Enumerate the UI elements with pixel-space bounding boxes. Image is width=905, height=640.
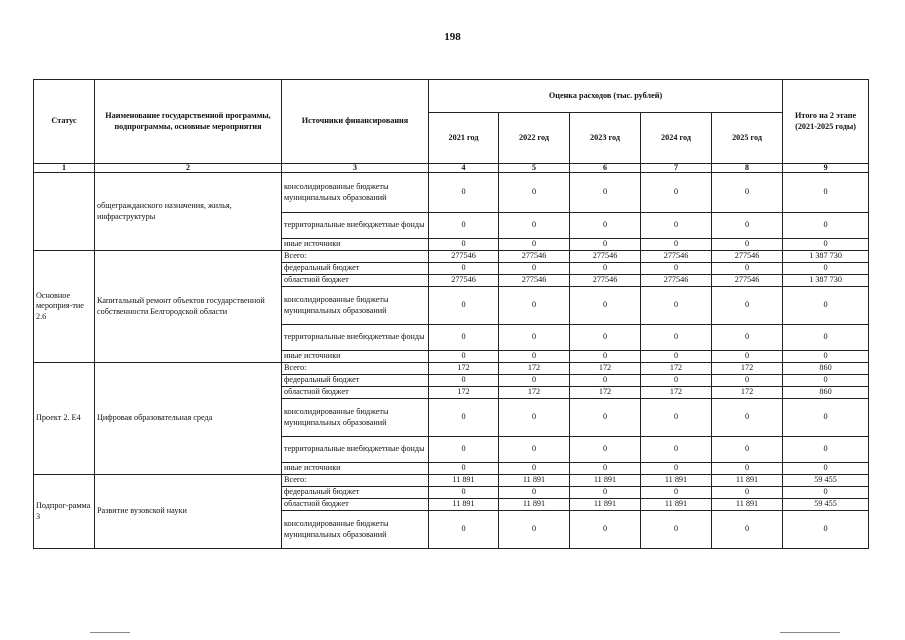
year-value: 0 (499, 263, 570, 275)
year-value: 0 (712, 437, 783, 463)
funding-source: иные источники (282, 239, 429, 251)
year-value: 0 (429, 239, 499, 251)
year-value: 172 (641, 387, 712, 399)
total-value: 0 (783, 399, 869, 437)
year-value: 277546 (499, 251, 570, 263)
year-value: 0 (429, 325, 499, 351)
year-value: 0 (499, 463, 570, 475)
column-number: 7 (641, 164, 712, 173)
page-edge-mark (780, 632, 840, 633)
year-value: 0 (570, 351, 641, 363)
year-value: 0 (570, 239, 641, 251)
header-status: Статус (34, 80, 95, 164)
year-value: 172 (570, 387, 641, 399)
table-row (34, 363, 869, 375)
year-value: 0 (570, 375, 641, 387)
year-value: 0 (712, 511, 783, 549)
year-value: 0 (429, 375, 499, 387)
year-value: 11 891 (641, 475, 712, 487)
funding-source: иные источники (282, 351, 429, 363)
year-value: 277546 (570, 251, 641, 263)
budget-table (33, 79, 869, 549)
year-value: 0 (641, 239, 712, 251)
year-value: 0 (570, 263, 641, 275)
year-value: 0 (712, 287, 783, 325)
year-value: 0 (570, 487, 641, 499)
year-value: 0 (429, 287, 499, 325)
header-estimate: Оценка расходов (тыс. рублей) (429, 80, 783, 113)
year-value: 0 (570, 325, 641, 351)
header-total: Итого на 2 этапе (2021-2025 годы) (783, 80, 869, 164)
year-value: 277546 (429, 251, 499, 263)
year-value: 172 (712, 363, 783, 375)
year-value: 11 891 (712, 499, 783, 511)
total-value: 59 455 (783, 499, 869, 511)
year-value: 172 (499, 363, 570, 375)
table-row (34, 251, 869, 263)
funding-source: консолидированные бюджеты муниципальных образований (282, 399, 429, 437)
header-year-2024: 2024 год (641, 113, 712, 164)
funding-source: областной бюджет (282, 275, 429, 287)
total-value: 0 (783, 213, 869, 239)
row-status: Основное мероприя-тие 2.6 (34, 251, 95, 363)
total-value: 0 (783, 239, 869, 251)
year-value: 0 (641, 511, 712, 549)
year-value: 172 (712, 387, 783, 399)
header-name: Наименование государственной программы, подпрограммы, основные мероприятия (95, 80, 282, 164)
funding-source: территориальные внебюджетные фонды (282, 213, 429, 239)
funding-source: территориальные внебюджетные фонды (282, 325, 429, 351)
total-value: 0 (783, 487, 869, 499)
year-value: 11 891 (429, 499, 499, 511)
funding-source: консолидированные бюджеты муниципальных образований (282, 511, 429, 549)
column-number: 1 (34, 164, 95, 173)
total-value: 860 (783, 363, 869, 375)
table-row (34, 475, 869, 487)
year-value: 0 (641, 375, 712, 387)
year-value: 172 (499, 387, 570, 399)
row-program-name: Капитальный ремонт объектов государственной собственности Белгородской области (95, 251, 282, 363)
year-value: 0 (641, 399, 712, 437)
total-value: 0 (783, 173, 869, 213)
year-value: 0 (712, 463, 783, 475)
year-value: 0 (570, 287, 641, 325)
total-value: 0 (783, 325, 869, 351)
year-value: 277546 (712, 251, 783, 263)
year-value: 0 (499, 511, 570, 549)
year-value: 11 891 (570, 475, 641, 487)
funding-source: территориальные внебюджетные фонды (282, 437, 429, 463)
column-number-row (34, 164, 869, 173)
total-value: 0 (783, 437, 869, 463)
page-edge-mark (90, 632, 130, 633)
total-value: 1 387 730 (783, 275, 869, 287)
total-value: 0 (783, 287, 869, 325)
funding-source: Всего: (282, 475, 429, 487)
column-number: 5 (499, 164, 570, 173)
year-value: 277546 (641, 251, 712, 263)
year-value: 0 (429, 213, 499, 239)
column-number: 2 (95, 164, 282, 173)
year-value: 0 (429, 399, 499, 437)
year-value: 0 (499, 351, 570, 363)
total-value: 0 (783, 375, 869, 387)
year-value: 0 (499, 287, 570, 325)
funding-source: федеральный бюджет (282, 375, 429, 387)
funding-source: консолидированные бюджеты муниципальных образований (282, 287, 429, 325)
year-value: 0 (641, 325, 712, 351)
page-number: 198 (444, 31, 461, 43)
funding-source: областной бюджет (282, 387, 429, 399)
total-value: 59 455 (783, 475, 869, 487)
year-value: 11 891 (712, 475, 783, 487)
year-value: 277546 (570, 275, 641, 287)
year-value: 0 (641, 487, 712, 499)
year-value: 0 (570, 173, 641, 213)
year-value: 0 (712, 487, 783, 499)
column-number: 8 (712, 164, 783, 173)
row-status: Проект 2. Е4 (34, 363, 95, 475)
header-year-2025: 2025 год (712, 113, 783, 164)
row-program-name: Цифровая образовательная среда (95, 363, 282, 475)
row-status (34, 173, 95, 251)
year-value: 0 (641, 213, 712, 239)
year-value: 0 (570, 511, 641, 549)
year-value: 0 (641, 437, 712, 463)
table-body (34, 173, 869, 549)
header-year-2021: 2021 год (429, 113, 499, 164)
year-value: 172 (429, 363, 499, 375)
year-value: 277546 (429, 275, 499, 287)
funding-source: Всего: (282, 251, 429, 263)
year-value: 277546 (712, 275, 783, 287)
year-value: 0 (712, 239, 783, 251)
column-number: 4 (429, 164, 499, 173)
year-value: 0 (429, 463, 499, 475)
row-program-name: Развитие вузовской науки (95, 475, 282, 549)
year-value: 172 (641, 363, 712, 375)
header-year-2023: 2023 год (570, 113, 641, 164)
year-value: 0 (429, 173, 499, 213)
year-value: 11 891 (499, 475, 570, 487)
year-value: 0 (429, 487, 499, 499)
year-value: 277546 (499, 275, 570, 287)
total-value: 860 (783, 387, 869, 399)
row-program-name: общегражданского назначения, жилья, инфраструктуры (95, 173, 282, 251)
year-value: 0 (499, 399, 570, 437)
year-value: 0 (570, 463, 641, 475)
year-value: 0 (712, 375, 783, 387)
year-value: 0 (499, 325, 570, 351)
year-value: 0 (570, 437, 641, 463)
year-value: 0 (712, 213, 783, 239)
total-value: 0 (783, 463, 869, 475)
funding-source: федеральный бюджет (282, 263, 429, 275)
row-status: Подпрог-рамма 3 (34, 475, 95, 549)
year-value: 0 (499, 437, 570, 463)
year-value: 0 (499, 173, 570, 213)
funding-source: консолидированные бюджеты муниципальных образований (282, 173, 429, 213)
year-value: 0 (429, 511, 499, 549)
year-value: 0 (712, 173, 783, 213)
header-sources: Источники финансирования (282, 80, 429, 164)
year-value: 0 (429, 351, 499, 363)
year-value: 0 (499, 375, 570, 387)
column-number: 6 (570, 164, 641, 173)
year-value: 0 (429, 263, 499, 275)
table-row (34, 173, 869, 213)
year-value: 0 (641, 287, 712, 325)
funding-source: Всего: (282, 363, 429, 375)
year-value: 0 (499, 239, 570, 251)
year-value: 172 (429, 387, 499, 399)
year-value: 11 891 (499, 499, 570, 511)
year-value: 172 (570, 363, 641, 375)
year-value: 11 891 (641, 499, 712, 511)
year-value: 277546 (641, 275, 712, 287)
column-number: 3 (282, 164, 429, 173)
table-header (34, 80, 869, 173)
total-value: 1 387 730 (783, 251, 869, 263)
total-value: 0 (783, 263, 869, 275)
funding-source: федеральный бюджет (282, 487, 429, 499)
year-value: 0 (641, 351, 712, 363)
funding-source: областной бюджет (282, 499, 429, 511)
column-number: 9 (783, 164, 869, 173)
year-value: 0 (499, 487, 570, 499)
year-value: 0 (641, 263, 712, 275)
year-value: 0 (712, 351, 783, 363)
year-value: 0 (641, 173, 712, 213)
funding-source: иные источники (282, 463, 429, 475)
year-value: 0 (499, 213, 570, 239)
year-value: 0 (712, 325, 783, 351)
year-value: 0 (712, 263, 783, 275)
header-year-2022: 2022 год (499, 113, 570, 164)
year-value: 0 (570, 213, 641, 239)
year-value: 0 (429, 437, 499, 463)
year-value: 0 (641, 463, 712, 475)
year-value: 0 (570, 399, 641, 437)
total-value: 0 (783, 511, 869, 549)
year-value: 0 (712, 399, 783, 437)
total-value: 0 (783, 351, 869, 363)
year-value: 11 891 (570, 499, 641, 511)
year-value: 11 891 (429, 475, 499, 487)
